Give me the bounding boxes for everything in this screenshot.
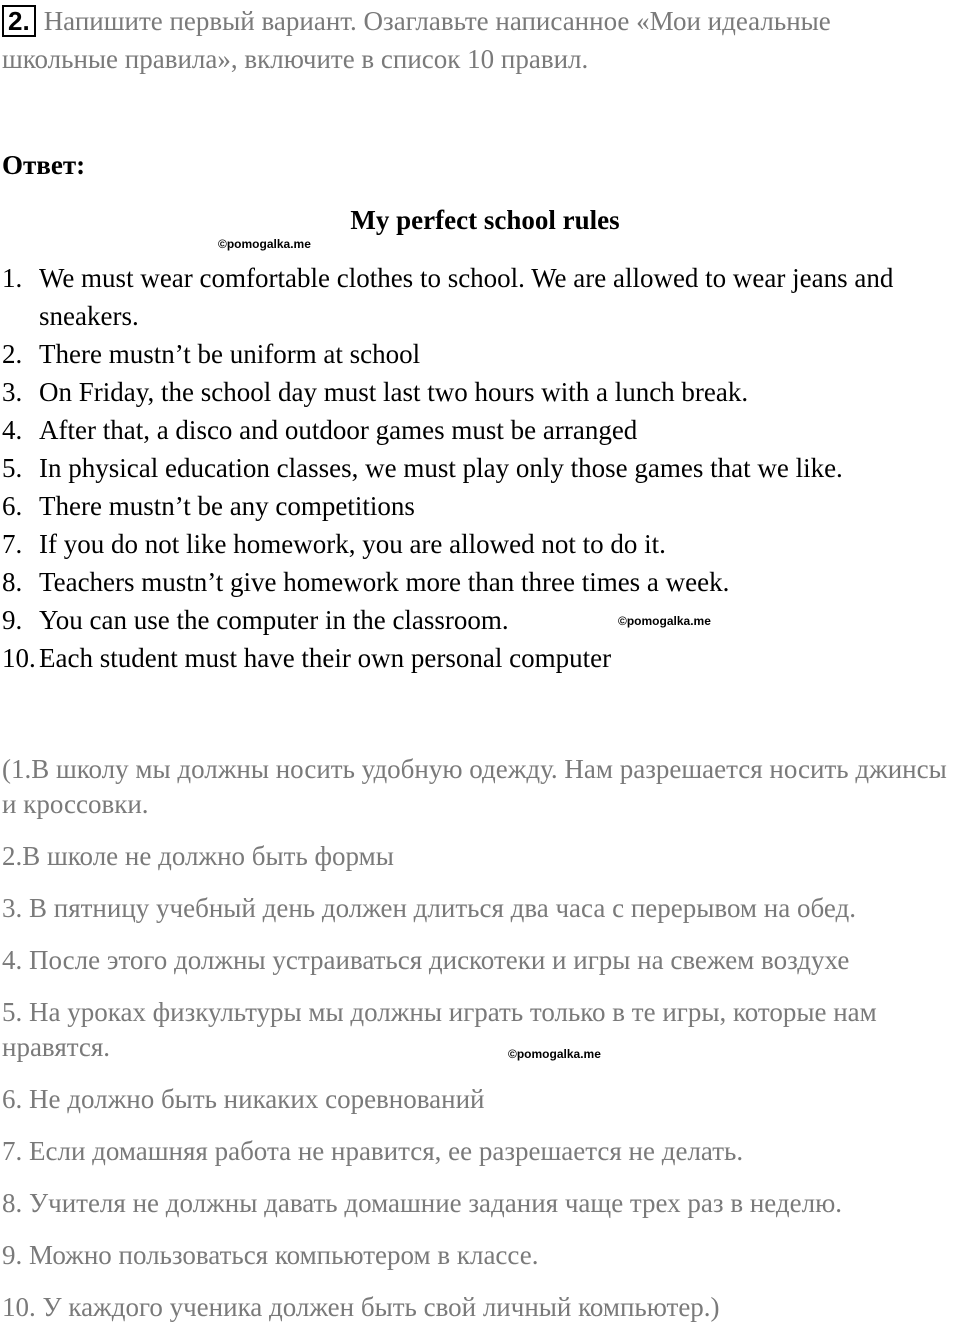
- watermark: ©pomogalka.me: [618, 614, 711, 628]
- rule-item: [0, 373, 960, 411]
- rule-number: 4.: [2, 415, 23, 445]
- rule-text: On Friday, the school day must last two hours with a lunch break.: [39, 377, 749, 407]
- watermark: ©pomogalka.me: [508, 1047, 601, 1061]
- rule-number: 3.: [2, 377, 23, 407]
- watermark: ©pomogalka.me: [218, 237, 311, 251]
- rule-item: [0, 487, 960, 525]
- rule-number: 6.: [2, 491, 23, 521]
- translation-line: 7. Если домашняя работа не нравится, ее разрешается не делать.: [2, 1136, 744, 1166]
- rule-number: 1.: [2, 263, 23, 293]
- translation-line: 2.В школе не должно быть формы: [2, 841, 394, 871]
- rule-item: [0, 259, 960, 335]
- rule-text: Each student must have their own personal computer: [39, 643, 612, 673]
- answer-label: Ответ:: [2, 150, 86, 180]
- translation-line: 3. В пятницу учебный день должен длиться два часа с перерывом на обед.: [2, 893, 856, 923]
- rule-item: [0, 639, 960, 677]
- russian-translation: [2, 752, 957, 1342]
- rule-number: 5.: [2, 453, 23, 483]
- rule-number: 10.: [2, 643, 36, 673]
- rule-text: In physical education classes, we must play only those games that we like.: [39, 453, 843, 483]
- task-number: 2.: [2, 5, 36, 37]
- english-rules-list: [0, 259, 960, 677]
- rule-text: There mustn’t be any competitions: [39, 491, 415, 521]
- rule-item: [0, 335, 960, 373]
- translation-line: 9. Можно пользоваться компьютером в классе.: [2, 1240, 539, 1270]
- rule-number: 2.: [2, 339, 23, 369]
- rule-text: There mustn’t be uniform at school: [39, 339, 421, 369]
- translation-line: 4. После этого должны устраиваться дискотеки и игры на свежем воздухе: [2, 945, 850, 975]
- rule-item: [0, 525, 960, 563]
- rule-item: [0, 563, 960, 601]
- rule-text: If you do not like homework, you are allowed not to do it.: [39, 529, 666, 559]
- task-statement: [2, 2, 952, 78]
- rule-item: [0, 411, 960, 449]
- translation-line: 6. Не должно быть никаких соревнований: [2, 1084, 485, 1114]
- rule-item: [0, 601, 960, 639]
- translation-line: 5. На уроках физкультуры мы должны играть только в те игры, которые нам нравятся.: [2, 997, 877, 1062]
- rule-number: 9.: [2, 605, 23, 635]
- rule-text: After that, a disco and outdoor games must be arranged: [39, 415, 638, 445]
- rule-text: Teachers mustn’t give homework more than three times a week.: [39, 567, 730, 597]
- rules-title: My perfect school rules: [350, 205, 620, 235]
- translation-line: 10. У каждого ученика должен быть свой личный компьютер.): [2, 1292, 720, 1322]
- rule-text: You can use the computer in the classroom.: [39, 605, 509, 635]
- translation-line: 8. Учителя не должны давать домашние задания чаще трех раз в неделю.: [2, 1188, 843, 1218]
- translation-line: (1.В школу мы должны носить удобную одежду. Нам разрешается носить джинсы и кроссовки.: [2, 754, 947, 819]
- rule-number: 8.: [2, 567, 23, 597]
- task-text: Напишите первый вариант. Озаглавьте написанное «Мои идеальные школьные правила», включите в список 10 правил.: [2, 6, 831, 74]
- rule-number: 7.: [2, 529, 23, 559]
- rule-item: [0, 449, 960, 487]
- rule-text: We must wear comfortable clothes to school. We are allowed to wear jeans and sneakers.: [39, 263, 894, 331]
